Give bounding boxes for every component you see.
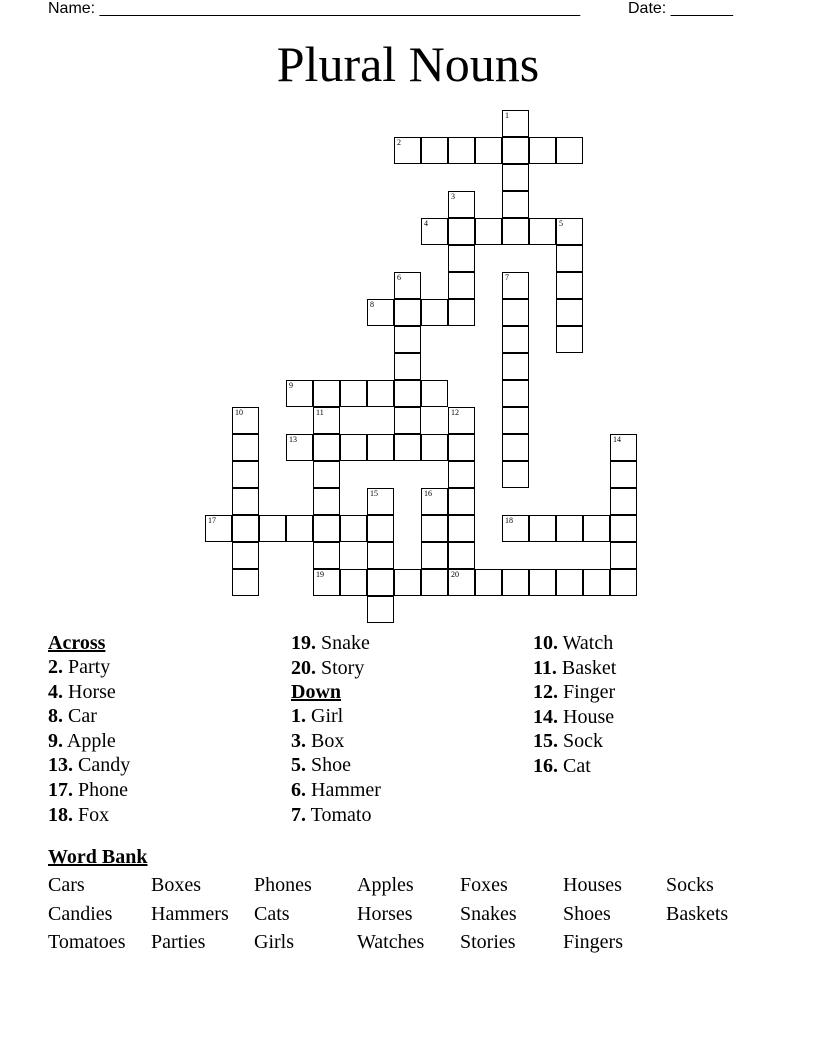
crossword-cell[interactable] xyxy=(610,515,637,542)
clue-number-label: 16. xyxy=(533,754,558,777)
down-clue xyxy=(533,754,616,779)
crossword-cell[interactable] xyxy=(502,326,529,353)
crossword-cell[interactable] xyxy=(313,407,340,434)
word-bank-word: Phones xyxy=(254,874,312,896)
crossword-cell[interactable] xyxy=(394,569,421,596)
crossword-cell[interactable] xyxy=(421,515,448,542)
crossword-cell[interactable] xyxy=(313,434,340,461)
clue-number: 16 xyxy=(424,489,432,498)
crossword-cell[interactable] xyxy=(475,137,502,164)
crossword-cell[interactable] xyxy=(394,380,421,407)
crossword-cell[interactable] xyxy=(583,569,610,596)
clue-number-label: 15. xyxy=(533,730,558,753)
across-clue xyxy=(291,656,381,681)
crossword-cell[interactable] xyxy=(448,488,475,515)
word-bank-word: Foxes xyxy=(460,874,508,896)
word-bank-word: Watches xyxy=(357,931,425,953)
word-bank-word: Candies xyxy=(48,903,113,925)
down-clue xyxy=(533,631,616,656)
crossword-cell[interactable] xyxy=(421,542,448,569)
across-clue-list-continued xyxy=(291,631,381,680)
crossword-cell[interactable] xyxy=(286,515,313,542)
crossword-cell[interactable] xyxy=(232,434,259,461)
clue-number-label: 9. xyxy=(48,729,63,752)
crossword-cell[interactable] xyxy=(313,569,340,596)
across-clue xyxy=(291,631,381,656)
crossword-cell[interactable] xyxy=(556,515,583,542)
word-bank-word: Apples xyxy=(357,874,414,896)
crossword-cell[interactable] xyxy=(556,326,583,353)
crossword-cell[interactable] xyxy=(529,569,556,596)
down-clue xyxy=(533,729,616,754)
crossword-cell[interactable] xyxy=(367,569,394,596)
clue-number: 14 xyxy=(613,435,621,444)
crossword-cell[interactable] xyxy=(529,515,556,542)
crossword-cell[interactable] xyxy=(448,569,475,596)
crossword-cell[interactable] xyxy=(421,299,448,326)
clue-text: Shoe xyxy=(306,754,351,777)
clue-number: 7 xyxy=(505,273,509,282)
crossword-cell[interactable] xyxy=(205,515,232,542)
word-bank-word: Boxes xyxy=(151,874,201,896)
crossword-cell[interactable] xyxy=(394,407,421,434)
across-heading: Across xyxy=(48,632,106,654)
crossword-cell[interactable] xyxy=(232,461,259,488)
word-bank-word: Cats xyxy=(254,903,290,925)
crossword-cell[interactable] xyxy=(610,461,637,488)
clue-number: 3 xyxy=(451,192,455,201)
crossword-cell[interactable] xyxy=(502,272,529,299)
clue-number-label: 4. xyxy=(48,680,63,703)
crossword-cell[interactable] xyxy=(556,218,583,245)
across-clue xyxy=(48,753,130,778)
down-clue xyxy=(533,656,616,681)
crossword-cell[interactable] xyxy=(421,380,448,407)
clue-text: Basket xyxy=(556,656,617,679)
crossword-cell[interactable] xyxy=(556,299,583,326)
clue-text: Story xyxy=(316,656,365,679)
clue-number-label: 14. xyxy=(533,705,558,728)
crossword-cell[interactable] xyxy=(340,380,367,407)
crossword-cell[interactable] xyxy=(502,380,529,407)
across-clue xyxy=(48,778,130,803)
clue-text: Horse xyxy=(63,680,116,703)
word-bank-word: Hammers xyxy=(151,903,229,925)
word-bank-word: Fingers xyxy=(563,931,623,953)
word-bank-word: Parties xyxy=(151,931,206,953)
clue-column-2 xyxy=(291,631,381,827)
crossword-cell[interactable] xyxy=(475,569,502,596)
clue-number: 1 xyxy=(505,111,509,120)
crossword-cell[interactable] xyxy=(421,137,448,164)
word-bank-word: Houses xyxy=(563,874,622,896)
clue-number: 15 xyxy=(370,489,378,498)
crossword-cell[interactable] xyxy=(367,515,394,542)
crossword-cell[interactable] xyxy=(367,434,394,461)
clue-number: 12 xyxy=(451,408,459,417)
crossword-cell[interactable] xyxy=(502,137,529,164)
word-bank-word: Baskets xyxy=(666,903,729,925)
crossword-cell[interactable] xyxy=(448,434,475,461)
across-clue xyxy=(48,704,130,729)
crossword-cell[interactable] xyxy=(502,407,529,434)
clue-number: 18 xyxy=(505,516,513,525)
crossword-cell[interactable] xyxy=(340,434,367,461)
crossword-cell[interactable] xyxy=(394,299,421,326)
clue-number-label: 12. xyxy=(533,681,558,704)
clue-number: 10 xyxy=(235,408,243,417)
crossword-cell[interactable] xyxy=(394,353,421,380)
clue-number-label: 10. xyxy=(533,632,558,654)
crossword-cell[interactable] xyxy=(313,380,340,407)
clue-number-label: 5. xyxy=(291,754,306,777)
clue-number: 6 xyxy=(397,273,401,282)
crossword-cell[interactable] xyxy=(394,272,421,299)
clue-number-label: 8. xyxy=(48,705,63,728)
crossword-cell[interactable] xyxy=(448,191,475,218)
crossword-cell[interactable] xyxy=(232,542,259,569)
crossword-cell[interactable] xyxy=(610,542,637,569)
crossword-cell[interactable] xyxy=(394,326,421,353)
crossword-cell[interactable] xyxy=(313,542,340,569)
crossword-cell[interactable] xyxy=(448,272,475,299)
word-bank-word: Snakes xyxy=(460,903,517,925)
word-bank-word: Stories xyxy=(460,931,516,953)
down-clue xyxy=(291,729,381,754)
clue-text: Finger xyxy=(558,681,616,704)
word-bank-word: Horses xyxy=(357,903,413,925)
across-clue xyxy=(48,655,130,680)
clue-number-label: 19. xyxy=(291,632,316,654)
crossword-cell[interactable] xyxy=(475,218,502,245)
crossword-cell[interactable] xyxy=(286,380,313,407)
crossword-cell[interactable] xyxy=(232,407,259,434)
crossword-cell[interactable] xyxy=(529,218,556,245)
crossword-cell[interactable] xyxy=(610,569,637,596)
crossword-cell[interactable] xyxy=(502,110,529,137)
crossword-cell[interactable] xyxy=(367,380,394,407)
clue-text: Phone xyxy=(73,778,128,801)
crossword-cell[interactable] xyxy=(421,218,448,245)
down-clue xyxy=(533,680,616,705)
crossword-cell[interactable] xyxy=(367,596,394,623)
clue-number-label: 20. xyxy=(291,656,316,679)
crossword-cell[interactable] xyxy=(394,434,421,461)
crossword-cell[interactable] xyxy=(610,488,637,515)
crossword-cell[interactable] xyxy=(313,488,340,515)
down-clue xyxy=(533,705,616,730)
clue-number: 5 xyxy=(559,219,563,228)
crossword-cell[interactable] xyxy=(367,299,394,326)
crossword-cell[interactable] xyxy=(448,299,475,326)
crossword-cell[interactable] xyxy=(286,434,313,461)
page-title: Plural Nouns xyxy=(276,36,540,92)
word-bank-word: Socks xyxy=(666,874,714,896)
crossword-cell[interactable] xyxy=(421,569,448,596)
word-bank-word: Shoes xyxy=(563,903,611,925)
crossword-cell[interactable] xyxy=(502,299,529,326)
clue-number: 20 xyxy=(451,570,459,579)
clue-number: 19 xyxy=(316,570,324,579)
clue-number: 2 xyxy=(397,138,401,147)
crossword-cell[interactable] xyxy=(448,245,475,272)
crossword-cell[interactable] xyxy=(448,461,475,488)
date-field-label[interactable]: Date: _______ xyxy=(628,0,733,17)
crossword-cell[interactable] xyxy=(259,515,286,542)
clue-text: Fox xyxy=(73,803,110,826)
crossword-cell[interactable] xyxy=(502,434,529,461)
crossword-cell[interactable] xyxy=(556,272,583,299)
clue-number-label: 1. xyxy=(291,705,306,728)
crossword-cell[interactable] xyxy=(394,137,421,164)
clue-text: House xyxy=(558,705,615,728)
crossword-cell[interactable] xyxy=(502,191,529,218)
crossword-cell[interactable] xyxy=(313,461,340,488)
across-clue-list xyxy=(48,655,130,827)
crossword-cell[interactable] xyxy=(448,542,475,569)
crossword-cell[interactable] xyxy=(502,164,529,191)
down-clue xyxy=(291,778,381,803)
crossword-cell[interactable] xyxy=(556,569,583,596)
down-heading: Down xyxy=(291,681,342,704)
crossword-cell[interactable] xyxy=(232,488,259,515)
clue-text: Box xyxy=(306,729,345,752)
crossword-cell[interactable] xyxy=(502,218,529,245)
crossword-cell[interactable] xyxy=(421,488,448,515)
across-clue xyxy=(48,803,130,828)
crossword-cell[interactable] xyxy=(502,461,529,488)
clue-text: Hammer xyxy=(306,778,381,801)
clue-number: 8 xyxy=(370,300,374,309)
clue-text: Apple xyxy=(63,729,116,752)
crossword-cell[interactable] xyxy=(448,515,475,542)
word-bank-word: Tomatoes xyxy=(48,931,126,953)
clue-text: Party xyxy=(63,656,111,678)
clue-number: 11 xyxy=(316,408,324,417)
crossword-cell[interactable] xyxy=(448,137,475,164)
clue-number-label: 2. xyxy=(48,656,63,678)
word-bank-word: Cars xyxy=(48,874,85,896)
clue-number-label: 17. xyxy=(48,778,73,801)
clue-number-label: 7. xyxy=(291,803,306,826)
clue-text: Car xyxy=(63,705,97,728)
across-clue xyxy=(48,729,130,754)
clue-number-label: 18. xyxy=(48,803,73,826)
down-clue-list-continued xyxy=(533,631,616,779)
crossword-cell[interactable] xyxy=(367,542,394,569)
crossword-cell[interactable] xyxy=(502,353,529,380)
crossword-cell[interactable] xyxy=(340,515,367,542)
crossword-cell[interactable] xyxy=(421,434,448,461)
clue-number: 9 xyxy=(289,381,293,390)
clue-text: Snake xyxy=(316,632,370,654)
clue-number-label: 11. xyxy=(533,656,557,679)
crossword-cell[interactable] xyxy=(583,515,610,542)
word-bank-title: Word Bank xyxy=(48,846,148,868)
clue-text: Sock xyxy=(558,730,603,753)
crossword-cell[interactable] xyxy=(502,569,529,596)
clue-text: Cat xyxy=(558,754,591,777)
name-field-label[interactable]: Name: ______________________________________________________ xyxy=(48,0,581,17)
crossword-cell[interactable] xyxy=(367,488,394,515)
crossword-cell[interactable] xyxy=(313,515,340,542)
down-clue xyxy=(291,704,381,729)
down-clue xyxy=(291,803,381,828)
clue-number-label: 6. xyxy=(291,778,306,801)
word-bank-word: Girls xyxy=(254,931,294,953)
crossword-cell[interactable] xyxy=(448,218,475,245)
clue-number-label: 13. xyxy=(48,754,73,777)
down-clue-list xyxy=(291,704,381,827)
clue-text: Girl xyxy=(306,705,344,728)
clue-text: Tomato xyxy=(306,803,372,826)
crossword-cell[interactable] xyxy=(448,407,475,434)
clue-number: 13 xyxy=(289,435,297,444)
down-clue xyxy=(291,753,381,778)
clue-text: Watch xyxy=(558,632,614,654)
across-clue xyxy=(48,680,130,705)
crossword-cell[interactable] xyxy=(232,569,259,596)
crossword-cell[interactable] xyxy=(529,137,556,164)
clue-column-3 xyxy=(533,631,616,779)
clue-text: Candy xyxy=(73,754,131,777)
clue-column-1 xyxy=(48,631,130,827)
clue-number: 4 xyxy=(424,219,428,228)
clue-number-label: 3. xyxy=(291,729,306,752)
crossword-cell[interactable] xyxy=(610,434,637,461)
crossword-cell[interactable] xyxy=(502,515,529,542)
crossword-cell[interactable] xyxy=(232,515,259,542)
crossword-cell[interactable] xyxy=(340,569,367,596)
crossword-cell[interactable] xyxy=(556,137,583,164)
crossword-cell[interactable] xyxy=(556,245,583,272)
clue-number: 17 xyxy=(208,516,216,525)
